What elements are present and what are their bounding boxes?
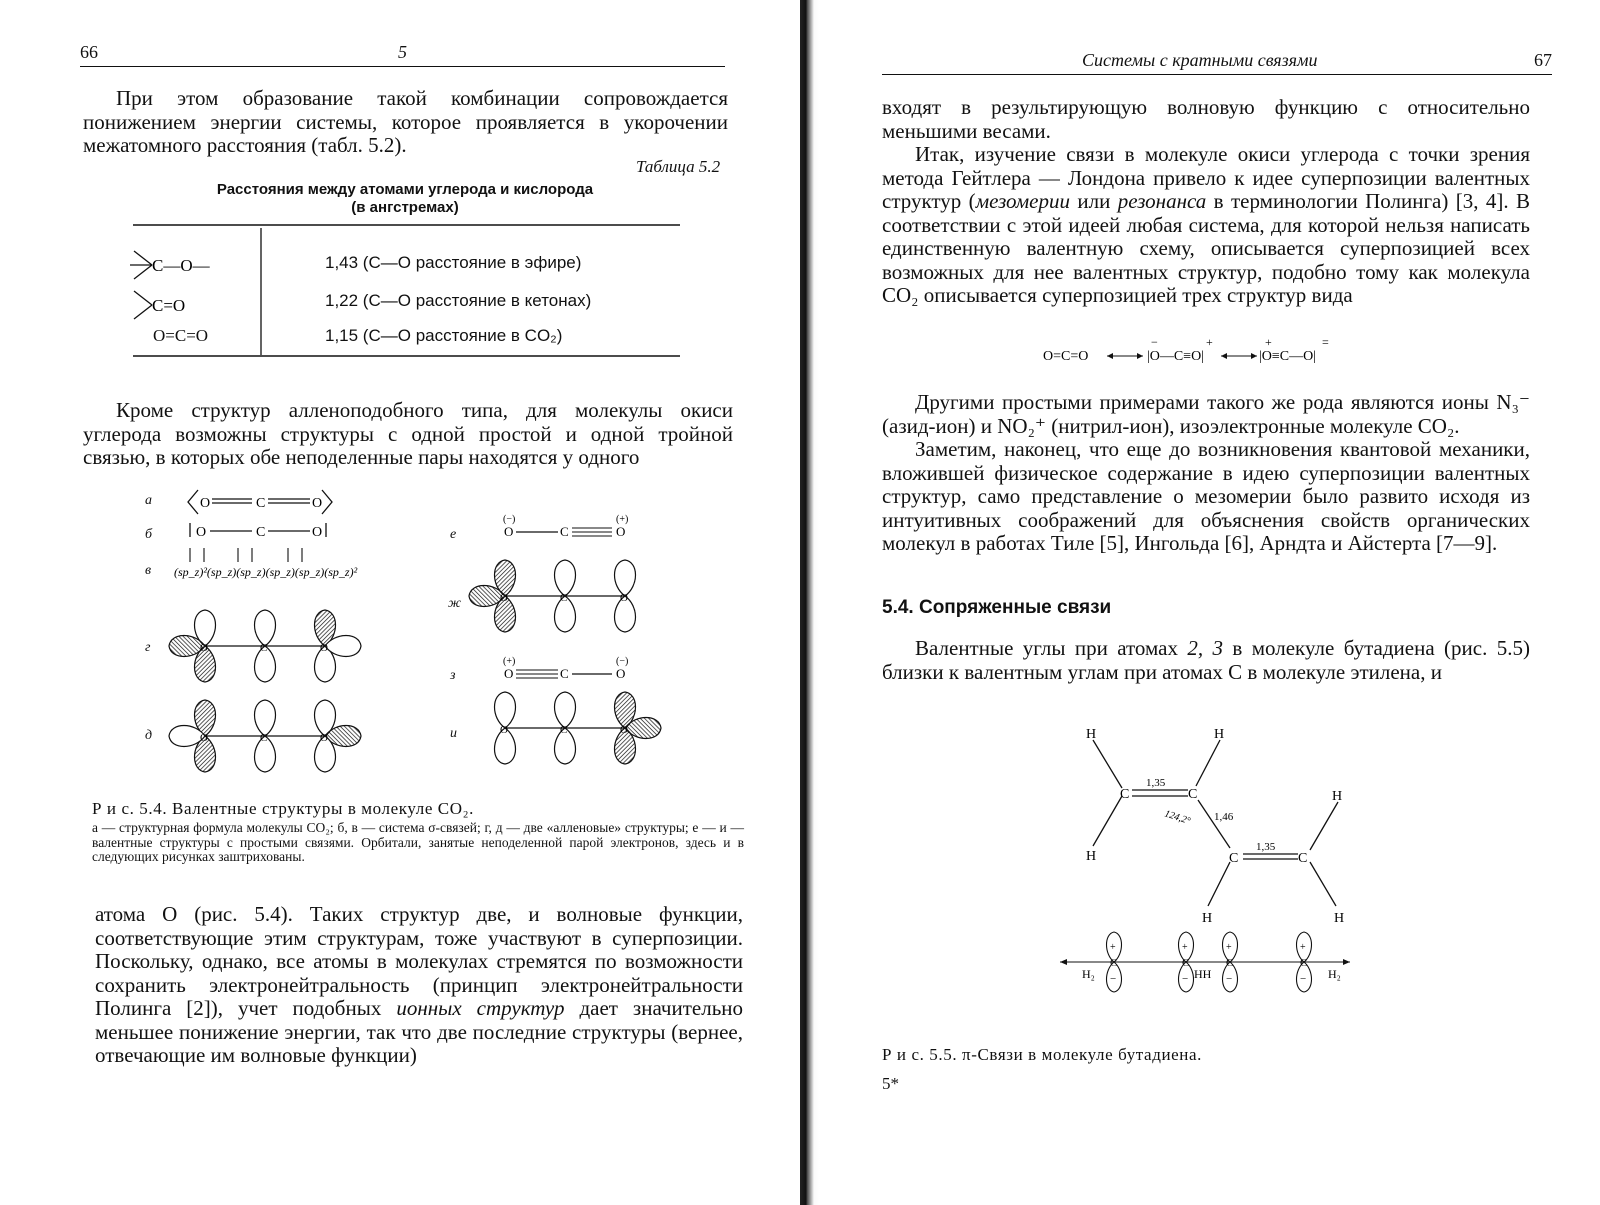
svg-text:O: O — [620, 724, 628, 736]
table-formula-ketone-text: C=O — [152, 296, 186, 315]
svg-text:O: O — [500, 724, 508, 736]
svg-text:C: C — [1300, 957, 1308, 969]
table-formula-co2: O=C=O — [153, 326, 209, 345]
fig54-caption-text: а — структурная формула молекулы CO₂; б, в — система σ-связей; г, д — две «алленовые» структуры; е — и — валентные структуры с простыми связями. Орбитали, занятые неподеленной парой электронов, здесь и в следующих рисунках заштрихованы. — [92, 820, 744, 864]
svg-text:−: − — [1151, 335, 1158, 349]
right-para4-text: Заметим, наконец, что еще до возникновения квантовой механики, вложившей физическое содержание в идею суперпозиции валентных структур, само представление о мезомерии было развито исходя из интуитивных соображений для объяснения свойств органических молекул в работах Тиле [5], Ингольда [6], Арндта и Айстерта [7—9]. — [882, 437, 1530, 555]
resonance-structure-2: |O—C≡O| — [1147, 349, 1205, 364]
right-page-number: 67 — [1534, 50, 1552, 70]
svg-text:H: H — [1086, 727, 1097, 742]
right-page-header — [882, 50, 1552, 75]
left-para1-text: При этом образование такой комбинации сопровождается понижением энергии системы, которое проявляется в укорочении межатомного расстояния (табл. 5.2). — [83, 86, 728, 157]
running-title: Системы с кратными связями — [1082, 50, 1318, 70]
svg-text:H₂: H₂ — [1328, 967, 1341, 981]
svg-text:+: + — [1206, 335, 1213, 349]
svg-text:(+): (+) — [503, 656, 516, 667]
svg-text:O: O — [616, 524, 626, 539]
svg-text:+: + — [1300, 942, 1306, 953]
svg-text:H: H — [1332, 789, 1343, 804]
table-row-2-value: 1,22 (С—О расстояние в кетонах) — [325, 291, 592, 310]
figure-5-4 — [160, 480, 680, 780]
mesomerism-term: мезомерии — [975, 189, 1070, 213]
fig55-caption: Р и с. 5.5. π-Связи в молекуле бутадиена. — [882, 1045, 1202, 1064]
table-title-line1: Расстояния между атомами углерода и кислорода — [216, 181, 594, 198]
right-para2-a: Итак, изучение связи в молекуле окиси углерода с точки зрения метода Гейтлера — Лондона привело к идее суперпозиции валентных структур ( — [882, 142, 1530, 213]
svg-text:C: C — [1182, 957, 1190, 969]
svg-text:H: H — [1086, 849, 1097, 864]
svg-text:C: C — [260, 732, 268, 744]
fig54-row-zh — [469, 560, 636, 632]
svg-text:O: O — [320, 732, 328, 744]
fig54-label-z: з — [450, 668, 456, 683]
co2-resonance-structures — [1035, 335, 1375, 375]
table-lines — [0, 0, 800, 380]
fig54-label-zh: ж — [448, 596, 462, 611]
fig54-row-e — [503, 514, 628, 539]
fig54-label-a: а — [145, 493, 152, 508]
sheet-signature: 5* — [882, 1074, 899, 1093]
table-row-3-value: 1,15 (С—О расстояние в CO₂) — [325, 326, 563, 345]
svg-text:O: O — [196, 525, 207, 540]
fig54-label-v: в — [145, 563, 152, 578]
svg-text:O: O — [200, 732, 208, 744]
svg-text:C: C — [256, 525, 266, 540]
svg-text:C: C — [1229, 851, 1239, 866]
right-para5-text — [882, 637, 1530, 684]
left-para3-b: дает значительно меньшее понижение энергии, так что две последние структуры (вернее, отвечающие им волновые функции) — [95, 996, 744, 1067]
fig54-row-v-text: (sp_z)²(sp_z)(sp_z)(sp_z)(sp_z)(sp_z)² — [174, 565, 358, 579]
svg-text:H: H — [1202, 911, 1213, 926]
fig54-label-e: е — [450, 527, 457, 542]
svg-text:O: O — [320, 642, 328, 654]
svg-text:O: O — [616, 666, 626, 681]
fig54-label-b: б — [145, 527, 153, 542]
fig54-row-g — [169, 610, 361, 682]
svg-text:C: C — [1110, 957, 1118, 969]
right-para3-text: Другими простыми примерами такого же рода являются ионы N₃⁻ (азид-ион) и NO₂⁺ (нитрил-ион), изоэлектронные молекуле CO₂. — [882, 390, 1530, 438]
svg-text:+: + — [1110, 942, 1116, 953]
atom-numbers: 2, 3 — [1187, 636, 1224, 660]
fig54-row-z — [503, 656, 628, 681]
svg-text:(−): (−) — [616, 656, 629, 667]
fig54-label-g: г — [145, 640, 151, 655]
svg-text:(−): (−) — [503, 514, 516, 525]
fig54-row-a — [188, 490, 332, 514]
svg-text:−: − — [1182, 973, 1189, 985]
fig54-label-d: д — [145, 728, 153, 743]
left-para3-a: атома О (рис. 5.4). Таких структур две, и волновые функции, соответствующие этим структурам, тоже участвуют в суперпозиции. Поскольку, однако, все атомы в молекулах стремятся по возможности сохранить электронейтральность (принцип электронейтральности Полинга [2]), учет подобных — [95, 902, 743, 1020]
left-page-number: 66 — [80, 42, 98, 62]
table-formula-ketone — [130, 285, 240, 325]
svg-text:C: C — [260, 642, 268, 654]
right-para5-b: в молекуле бутадиена (рис. 5.5) близки к валентным углам при атомах С в молекуле этилена, и — [882, 636, 1531, 684]
resonance-structure-1: O=C=O — [1043, 349, 1089, 364]
fig54-caption-title: Р и с. 5.4. Валентные структуры в молекуле CO₂. — [92, 799, 475, 818]
svg-text:C: C — [256, 496, 266, 511]
bond-angle: 124,2° — [1163, 808, 1192, 828]
fig54-label-i: и — [450, 726, 457, 741]
svg-text:O: O — [500, 592, 508, 604]
right-para2-text — [882, 143, 1530, 308]
svg-text:C: C — [560, 592, 568, 604]
ionic-structures-term: ионных структур — [396, 996, 565, 1020]
svg-text:C: C — [560, 666, 569, 681]
figure-5-5 — [1060, 720, 1360, 1020]
right-paragraph-3 — [882, 391, 1530, 556]
svg-text:+: + — [1226, 942, 1232, 953]
pi-orbitals — [1060, 932, 1350, 992]
right-para5-a: Валентные углы при атомах — [915, 636, 1188, 660]
resonance-term: резонанса — [1117, 189, 1207, 213]
svg-text:=: = — [1322, 335, 1329, 349]
svg-text:−: − — [1300, 973, 1307, 985]
book-gutter — [800, 0, 820, 1205]
resonance-structure-3: |O≡C—O| — [1259, 349, 1317, 364]
right-page — [820, 0, 1600, 1205]
svg-text:−: − — [1226, 973, 1233, 985]
svg-text:C: C — [560, 724, 568, 736]
bond-length-2: 1,46 — [1214, 811, 1234, 823]
svg-text:O: O — [312, 496, 323, 511]
table-formula-ether-text: C—O— — [152, 256, 210, 275]
left-paragraph-3 — [95, 903, 743, 1068]
bond-length-1: 1,35 — [1146, 777, 1166, 789]
fig54-spin-arrows — [190, 548, 302, 562]
svg-text:O: O — [200, 496, 211, 511]
left-paragraph-2 — [83, 399, 733, 470]
svg-text:H₂: H₂ — [1082, 967, 1095, 981]
section-title: 5.4. Сопряженные связи — [882, 597, 1112, 618]
right-paragraph-1 — [882, 96, 1530, 308]
fig54-row-d — [169, 700, 361, 772]
svg-text:HH: HH — [1194, 967, 1212, 981]
svg-text:+: + — [1265, 335, 1272, 349]
svg-text:O: O — [200, 642, 208, 654]
fig54-row-i — [495, 692, 662, 764]
right-paragraph-5 — [882, 637, 1530, 684]
left-para2-text: Кроме структур алленоподобного типа, для молекулы окиси углерода возможны структуры с одной простой и одной тройной связью, в которых обе неподеленные пары находятся у одного — [83, 398, 733, 469]
svg-text:C: C — [560, 524, 569, 539]
svg-text:H: H — [1334, 911, 1345, 926]
svg-text:C: C — [1226, 957, 1234, 969]
svg-text:−: − — [1110, 973, 1117, 985]
left-para3-text — [95, 903, 743, 1068]
right-para2-c: в терминологии Полинга) [3, 4]. В соответствии с этой идеей любая система, для которой нельзя написать единственную валентную схему, описывается суперпозицией всех возможных для нее валентных структур, подобно тому как молекула CO₂ описывается суперпозицией трех структур вида — [882, 189, 1531, 307]
svg-text:H: H — [1214, 727, 1225, 742]
right-para2-b: или — [1069, 189, 1118, 213]
table-row-1-value: 1,43 (С—О расстояние в эфире) — [325, 253, 582, 272]
svg-text:O: O — [312, 525, 323, 540]
table-title-line2: (в ангстремах) — [351, 199, 459, 216]
svg-text:C: C — [1298, 851, 1308, 866]
svg-text:(+): (+) — [616, 514, 629, 525]
svg-text:O: O — [504, 666, 514, 681]
svg-text:C: C — [1120, 787, 1130, 802]
svg-text:O: O — [504, 524, 514, 539]
fig54-row-b — [190, 523, 326, 540]
svg-text:O: O — [620, 592, 628, 604]
table-label: Таблица 5.2 — [636, 157, 721, 176]
svg-text:+: + — [1182, 942, 1188, 953]
bond-length-3: 1,35 — [1256, 841, 1276, 853]
chapter-number: 5 — [398, 42, 407, 62]
svg-text:C: C — [1188, 787, 1198, 802]
right-para1-text: входят в результирующую волновую функцию с относительно меньшими весами. — [882, 95, 1530, 143]
table-formula-ether — [130, 245, 240, 285]
